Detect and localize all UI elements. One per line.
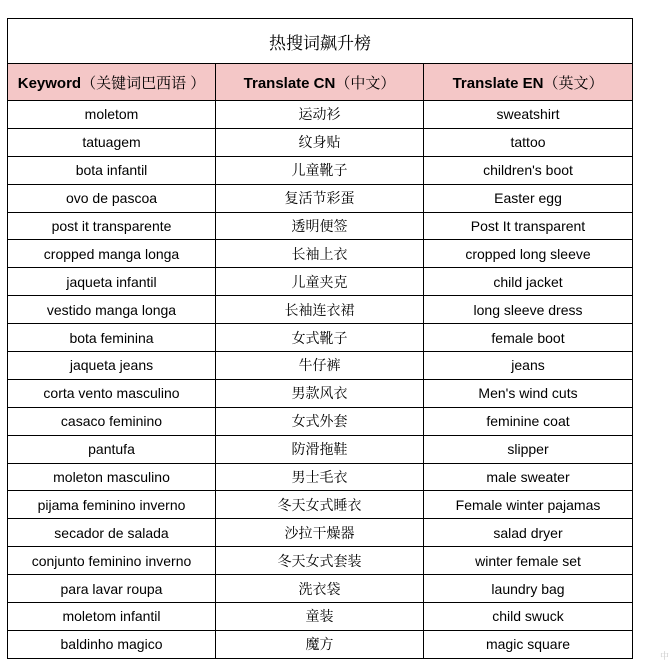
cell-cn: 女式靴子 [216,324,424,352]
header-cn-main: Translate CN [243,74,336,92]
cell-en: slipper [424,435,633,463]
cell-keyword: casaco feminino [8,407,216,435]
cell-cn: 女式外套 [216,407,424,435]
table-row [8,240,633,268]
table-row [8,184,633,212]
cell-cn: 男士毛衣 [216,463,424,491]
cell-cn: 魔方 [216,630,424,658]
cell-keyword: vestido manga longa [8,296,216,324]
table-row [8,156,633,184]
table-row [8,519,633,547]
header-keyword [8,64,216,101]
cell-en: tattoo [424,128,633,156]
table-row [8,296,633,324]
table-row [8,463,633,491]
cell-en: salad dryer [424,519,633,547]
cell-en: magic square [424,630,633,658]
cell-en: female boot [424,324,633,352]
table-title: 热搜词飙升榜 [8,19,633,64]
table-row [8,575,633,603]
cell-cn: 男款风衣 [216,379,424,407]
table-row [8,630,633,658]
header-keyword-main: Keyword [17,74,82,92]
cell-cn: 纹身贴 [216,128,424,156]
table-row [8,324,633,352]
cell-en: jeans [424,352,633,380]
header-translate-cn [216,64,424,101]
cell-en: child jacket [424,268,633,296]
cell-keyword: post it transparente [8,212,216,240]
cell-en: laundry bag [424,575,633,603]
cell-cn: 沙拉干燥器 [216,519,424,547]
cell-keyword: conjunto feminino inverno [8,547,216,575]
header-cn-sub: （中文） [335,74,396,92]
cell-cn: 长袖连衣裙 [216,296,424,324]
cell-cn: 复活节彩蛋 [216,184,424,212]
cell-en: children's boot [424,156,633,184]
cell-en: sweatshirt [424,101,633,129]
table-row [8,379,633,407]
table-row [8,128,633,156]
cell-cn: 透明便签 [216,212,424,240]
cell-en: child swuck [424,603,633,631]
cell-keyword: jaqueta jeans [8,352,216,380]
hot-search-table [7,18,633,659]
table-row [8,268,633,296]
cell-cn: 儿童靴子 [216,156,424,184]
cell-en: long sleeve dress [424,296,633,324]
watermark: 中 [659,651,669,661]
cell-keyword: ovo de pascoa [8,184,216,212]
table-row [8,407,633,435]
header-keyword-sub: （关键词巴西语 ） [81,74,206,92]
cell-keyword: cropped manga longa [8,240,216,268]
table-row [8,212,633,240]
table-row [8,547,633,575]
header-translate-en [424,64,633,101]
table-row [8,435,633,463]
table-body [8,101,633,659]
cell-keyword: tatuagem [8,128,216,156]
cell-en: cropped long sleeve [424,240,633,268]
cell-en: Female winter pajamas [424,491,633,519]
cell-keyword: moletom [8,101,216,129]
cell-cn: 运动衫 [216,101,424,129]
cell-keyword: bota feminina [8,324,216,352]
cell-en: winter female set [424,547,633,575]
cell-keyword: pijama feminino inverno [8,491,216,519]
cell-keyword: jaqueta infantil [8,268,216,296]
cell-cn: 长袖上衣 [216,240,424,268]
cell-cn: 冬天女式睡衣 [216,491,424,519]
table-row [8,491,633,519]
cell-keyword: para lavar roupa [8,575,216,603]
cell-keyword: pantufa [8,435,216,463]
cell-keyword: corta vento masculino [8,379,216,407]
cell-en: Easter egg [424,184,633,212]
header-row [8,64,633,101]
cell-keyword: bota infantil [8,156,216,184]
hot-search-table-wrapper [7,18,632,659]
cell-cn: 冬天女式套装 [216,547,424,575]
cell-en: Men's wind cuts [424,379,633,407]
cell-cn: 防滑拖鞋 [216,435,424,463]
header-en-sub: （英文） [543,74,604,92]
cell-en: Post It transparent [424,212,633,240]
header-en-main: Translate EN [452,74,544,92]
cell-cn: 儿童夹克 [216,268,424,296]
cell-keyword: baldinho magico [8,630,216,658]
cell-en: male sweater [424,463,633,491]
cell-cn: 牛仔裤 [216,352,424,380]
cell-en: feminine coat [424,407,633,435]
cell-keyword: secador de salada [8,519,216,547]
cell-cn: 洗衣袋 [216,575,424,603]
cell-cn: 童装 [216,603,424,631]
table-row [8,101,633,129]
cell-keyword: moletom infantil [8,603,216,631]
table-row [8,603,633,631]
cell-keyword: moleton masculino [8,463,216,491]
table-row [8,352,633,380]
